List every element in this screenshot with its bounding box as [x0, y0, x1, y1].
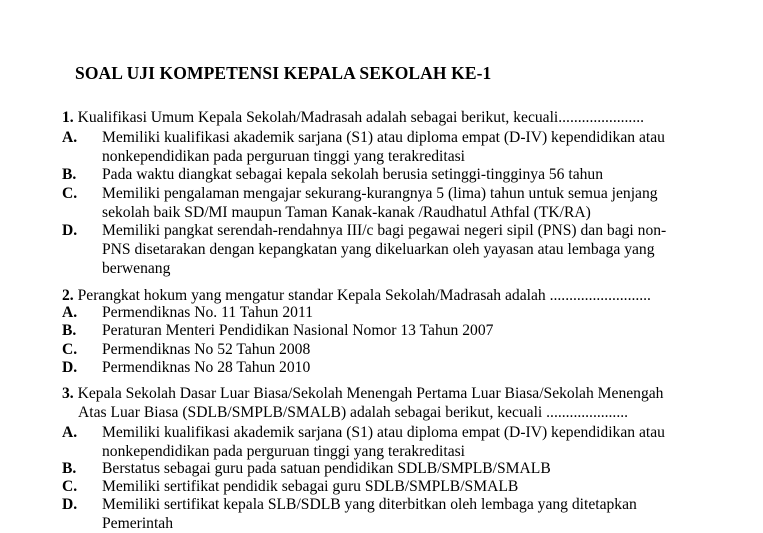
option-text: Memiliki kualifikasi akademik sarjana (S1) atau diploma empat (D-IV) kependidikan atau nonkependidikan pada perguruan tinggi yang terakreditasi	[102, 129, 665, 165]
question-number: 3.	[62, 385, 74, 402]
question-text: Perangkat hokum yang mengatur standar Kepala Sekolah/Madrasah adalah ..........................	[77, 287, 651, 304]
option-text: Berstatus sebagai guru pada satuan pendidikan SDLB/SMPLB/SMALB	[102, 460, 551, 477]
question-1-option-b	[62, 165, 702, 184]
option-text: Permendiknas No 28 Tahun 2010	[102, 359, 311, 376]
option-text: Memiliki sertifikat kepala SLB/SDLB yang diterbitkan oleh lembaga yang ditetapkan Pemerintah	[102, 496, 637, 532]
option-letter: C.	[62, 341, 78, 358]
option-letter: B.	[62, 322, 77, 339]
question-3-option-d	[62, 495, 702, 533]
option-letter: C.	[62, 185, 78, 202]
option-letter: B.	[62, 460, 77, 477]
question-text: Kualifikasi Umum Kepala Sekolah/Madrasah adalah sebagai berikut, kecuali......................	[77, 109, 645, 126]
option-text: Permendiknas No. 11 Tahun 2011	[102, 304, 313, 321]
question-1	[62, 108, 644, 127]
option-letter: D.	[62, 496, 78, 513]
option-letter: A.	[62, 304, 78, 321]
option-text: Memiliki sertifikat pendidik sebagai guru SDLB/SMPLB/SMALB	[102, 478, 519, 495]
question-number: 1.	[62, 109, 74, 126]
question-2-option-a	[62, 303, 702, 322]
option-letter: B.	[62, 166, 77, 183]
question-3-option-a	[62, 423, 702, 461]
option-text: Memiliki pengalaman mengajar sekurang-kurangnya 5 (lima) tahun untuk semua jenjang sekolah baik SD/MI maupun Taman Kanak-kanak /Raudhatul Athfal (TK/RA)	[102, 185, 658, 221]
option-letter: C.	[62, 478, 78, 495]
option-text: Pada waktu diangkat sebagai kepala sekolah berusia setinggi-tingginya 56 tahun	[102, 166, 604, 183]
question-text: Kepala Sekolah Dasar Luar Biasa/Sekolah Menengah Pertama Luar Biasa/Sekolah Menengah	[77, 385, 664, 402]
question-1-option-c	[62, 184, 702, 222]
question-3	[62, 384, 663, 422]
question-text-continued: Atas Luar Biasa (SDLB/SMPLB/SMALB) adalah sebagai berikut, kecuali .....................	[78, 404, 629, 421]
option-letter: A.	[62, 424, 78, 441]
option-text: Memiliki pangkat serendah-rendahnya III/c bagi pegawai negeri sipil (PNS) dan bagi non- PNS disetarakan dengan kepangkatan yang dikeluarkan oleh yayasan atau lembaga yang berwenang	[102, 222, 667, 277]
question-1-option-d	[62, 221, 702, 278]
question-3-option-c	[62, 477, 702, 496]
question-number: 2.	[62, 287, 74, 304]
question-3-option-b	[62, 459, 702, 478]
option-letter: D.	[62, 222, 78, 239]
option-text: Peraturan Menteri Pendidikan Nasional Nomor 13 Tahun 2007	[102, 322, 494, 339]
option-letter: A.	[62, 129, 78, 146]
option-text: Permendiknas No 52 Tahun 2008	[102, 341, 311, 358]
question-2-option-c	[62, 340, 702, 359]
question-2-option-b	[62, 321, 702, 340]
document-title: SOAL UJI KOMPETENSI KEPALA SEKOLAH KE-1	[75, 63, 492, 83]
option-text: Memiliki kualifikasi akademik sarjana (S1) atau diploma empat (D-IV) kependidikan atau nonkependidikan pada perguruan tinggi yang terakreditasi	[102, 424, 665, 460]
option-letter: D.	[62, 359, 78, 376]
question-1-option-a	[62, 128, 702, 166]
question-2-option-d	[62, 358, 702, 377]
